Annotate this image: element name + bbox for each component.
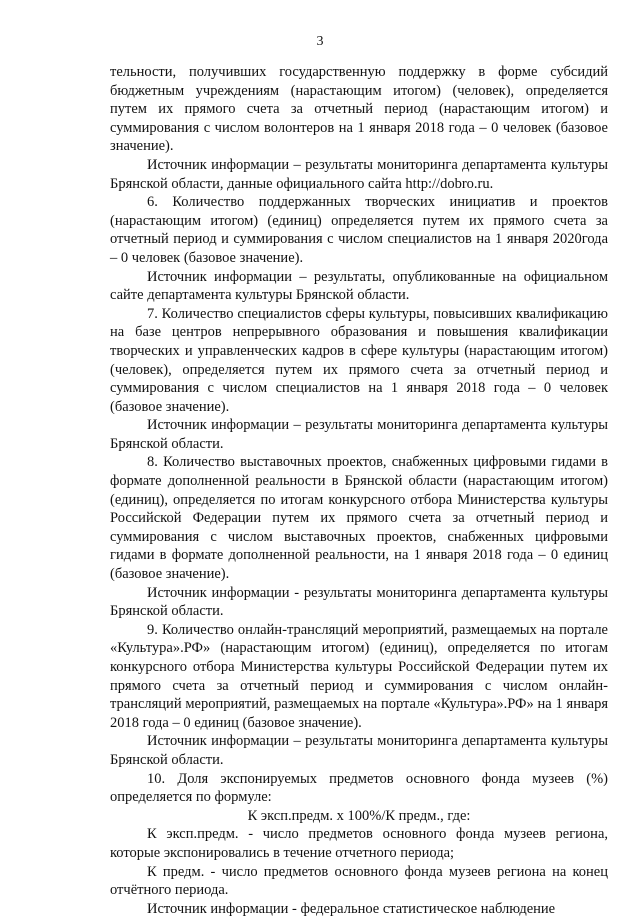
document-body bbox=[110, 63, 608, 918]
paragraph-item-10: 10. Доля экспонируемых предметов основного фонда музеев (%) определяется по формуле: bbox=[110, 770, 608, 806]
page-number: 3 bbox=[316, 34, 324, 49]
paragraph-source-6: Источник информации – результаты, опубликованные на официальном сайте департамента культуры Брянской области. bbox=[110, 268, 608, 304]
paragraph-source-7: Источник информации – результаты мониторинга департамента культуры Брянской области. bbox=[110, 417, 608, 452]
paragraph-continuation: тельности, получивших государственную поддержку в форме субсидий бюджетным учреждениям (нарастающим итогом) (человек), определяется путем их прямого счета за отчетный период (нарастающим итогом) и суммирования с числом волонтеров на 1 января 2018 года – 0 человек (базовое значение). bbox=[110, 64, 608, 155]
paragraph-source-9: Источник информации – результаты мониторинга департамента культуры Брянской области. bbox=[110, 733, 608, 768]
paragraph-item-9: 9. Количество онлайн-трансляций мероприятий, размещаемых на портале «Культура».РФ» (нарастающим итогом) (единиц), определяется по итогам конкурсного отбора Министерства культуры Российской Федерации путем их прямого счета за отчетный период и суммирования с числом онлайн-трансляций мероприятий, размещаемых на портале «Культура».РФ» на 1 января 2018 года – 0 единиц (базовое значение). bbox=[110, 621, 608, 731]
paragraph-source-10: Источник информации - федеральное статистическое наблюдение bbox=[147, 900, 556, 917]
paragraph-source-5: Источник информации – результаты мониторинга департамента культуры Брянской области, данные официального сайта http://dobro.ru. bbox=[110, 156, 608, 192]
definition-total-items: К предм. - число предметов основного фонда музеев региона на конец отчётного периода. bbox=[110, 863, 608, 899]
formula-line: К эксп.предм. х 100%/К предм., где: bbox=[247, 807, 471, 824]
paragraph-item-6: 6. Количество поддержанных творческих инициатив и проектов (нарастающим итогом) (единиц) определяется путем их прямого счета за отчетный период и суммирования с числом специалистов на 1 января 2020года – 0 человек (базовое значение). bbox=[110, 194, 608, 266]
paragraph-item-8: 8. Количество выставочных проектов, снабженных цифровыми гидами в формате дополненной реальности в Брянской области (нарастающим итогом) (единиц), определяется по итогам конкурсного отбора Министерства культуры Российской Федерации путем их прямого счета за отчетный период и суммирования с числом выставочных проектов, снабженных цифровыми гидами в формате дополненной реальности, на 1 января 2018 года – 0 единиц (базовое значение). bbox=[110, 454, 608, 583]
paragraph-item-7: 7. Количество специалистов сферы культуры, повысивших квалификацию на базе центров непрерывного образования и повышения квалификации творческих и управленческих кадров в сфере культуры (нарастающим итогом) (человек), определяется путем их прямого счета за отчетный период и суммирования с числом специалистов на 1 января 2018 года – 0 человек (базовое значение). bbox=[110, 305, 608, 415]
paragraph-source-8: Источник информации - результаты мониторинга департамента культуры Брянской области. bbox=[110, 584, 608, 620]
definition-exhibited-items: К эксп.предм. - число предметов основного фонда музеев региона, которые экспонировались в течение отчетного периода; bbox=[110, 826, 608, 861]
